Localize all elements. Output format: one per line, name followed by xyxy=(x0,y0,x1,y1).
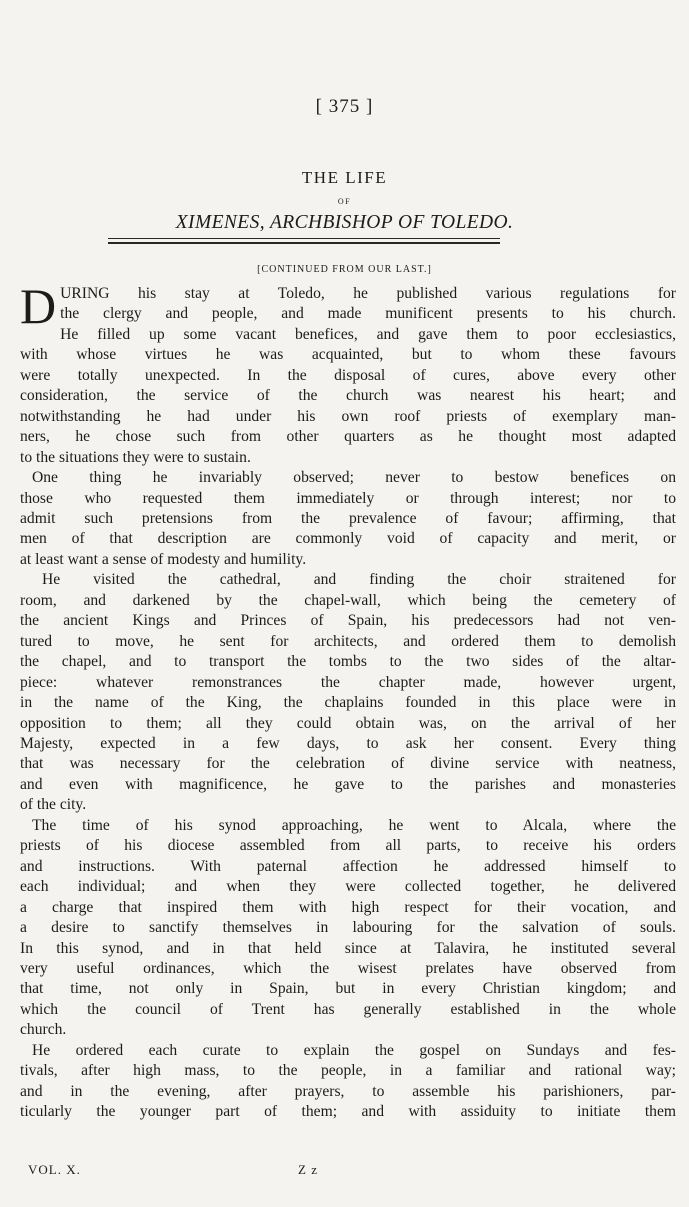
text-line: men of that description are commonly void of capacity and merit, or xyxy=(20,530,676,548)
text-line: the clergy and people, and made munificent presents to his church. xyxy=(60,305,676,323)
text-line: piece: whatever remonstrances the chapter made, however urgent, xyxy=(20,673,676,691)
page-footer xyxy=(28,1162,328,1178)
text-line: a charge that inspired them with high respect for their vocation, and xyxy=(20,898,676,916)
title-of: OF xyxy=(337,197,352,206)
text-line: tivals, after high mass, to the people, in a familiar and rational way; xyxy=(20,1062,676,1080)
volume-label: VOL. X. xyxy=(28,1162,81,1177)
text-line: to the situations they were to sustain. xyxy=(20,448,251,466)
text-line: at least want a sense of modesty and humility. xyxy=(20,550,307,568)
page-number: [ 375 ] xyxy=(315,96,374,117)
title-rule-thin xyxy=(108,238,500,239)
text-line: One thing he invariably observed; never to bestow benefices on xyxy=(32,469,676,487)
text-line: He ordered each curate to explain the gospel on Sundays and fes- xyxy=(32,1041,676,1059)
text-line: priests of his diocese assembled from all parts, to receive his orders xyxy=(20,837,676,855)
text-line: the chapel, and to transport the tombs to the two sides of the altar- xyxy=(20,653,676,671)
text-line: notwithstanding he had under his own roof priests of exemplary man- xyxy=(20,407,676,425)
text-line: very useful ordinances, which the wisest prelates have observed from xyxy=(20,959,676,977)
title-line-1: THE LIFE xyxy=(301,168,388,187)
text-line: admit such pretensions from the prevalence of favour; affirming, that xyxy=(20,509,676,527)
text-line: and instructions. With paternal affection he addressed himself to xyxy=(20,857,676,875)
drop-cap: D xyxy=(20,278,57,334)
text-line: Majesty, expected in a few days, to ask her consent. Every thing xyxy=(20,734,676,752)
body-text xyxy=(20,278,676,1123)
text-line: opposition to them; all they could obtain was, on the arrival of her xyxy=(20,714,676,732)
text-line: He visited the cathedral, and finding the choir straitened for xyxy=(42,571,676,589)
text-line: with whose virtues he was acquainted, but to whom these favours xyxy=(20,346,676,364)
text-line: that was necessary for the celebration of divine service with neatness, xyxy=(20,755,676,773)
text-line: consideration, the service of the church was nearest his heart; and xyxy=(20,387,676,405)
text-line: a desire to sanctify themselves in labouring for the salvation of souls. xyxy=(20,919,676,937)
text-line: The time of his synod approaching, he went to Alcala, where the xyxy=(32,816,676,834)
title-line-2: XIMENES, ARCHBISHOP OF TOLEDO. xyxy=(175,212,514,233)
text-line: each individual; and when they were collected together, he delivered xyxy=(20,878,676,896)
text-line: and in the evening, after prayers, to assemble his parishioners, par- xyxy=(20,1082,676,1100)
signature-mark: Z z xyxy=(298,1162,318,1177)
text-line: of the city. xyxy=(20,796,87,814)
text-line: ners, he chose such from other quarters as he thought most adapted xyxy=(20,428,676,446)
text-line: in the name of the King, the chaplains founded in this place were in xyxy=(20,694,676,712)
text-line: He filled up some vacant benefices, and gave them to poor ecclesiastics, xyxy=(60,325,676,343)
title-rule-thick xyxy=(108,242,500,244)
text-line: the ancient Kings and Princes of Spain, his predecessors had not ven- xyxy=(20,612,676,630)
text-line: In this synod, and in that held since at Talavira, he instituted several xyxy=(20,939,676,957)
text-line: room, and darkened by the chapel-wall, which being the cemetery of xyxy=(20,591,676,609)
text-line: which the council of Trent has generally established in the whole xyxy=(20,1000,676,1018)
text-line: ticularly the younger part of them; and with assiduity to initiate them xyxy=(20,1103,676,1121)
text-line: those who requested them immediately or through interest; nor to xyxy=(20,489,676,507)
continued-note: [CONTINUED FROM OUR LAST.] xyxy=(257,264,432,275)
text-line: that time, not only in Spain, but in every Christian kingdom; and xyxy=(20,980,676,998)
text-line: tured to move, he sent for architects, and ordered them to demolish xyxy=(20,632,676,650)
text-line: and even with magnificence, he gave to the parishes and monasteries xyxy=(20,775,676,793)
text-line: were totally unexpected. In the disposal of cures, above every other xyxy=(20,366,676,384)
text-line: URING his stay at Toledo, he published various regulations for xyxy=(60,285,676,302)
text-line: church. xyxy=(20,1021,67,1039)
